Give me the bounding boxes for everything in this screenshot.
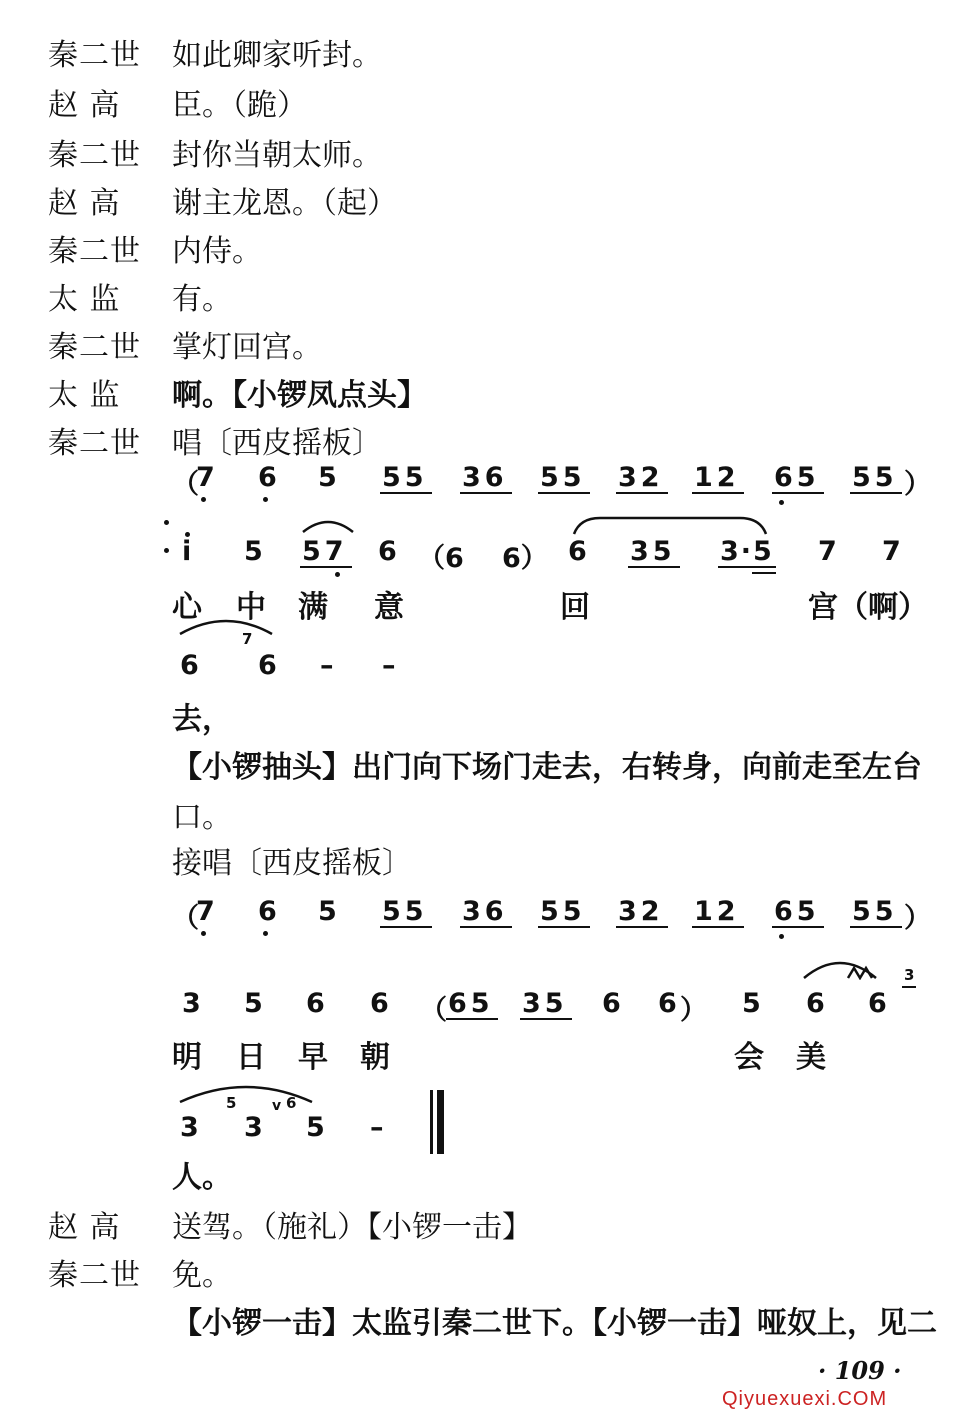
bar-line-thick: [437, 1090, 444, 1154]
note: 6: [658, 988, 677, 1019]
mark-dot: [164, 548, 169, 553]
paren-open: （: [172, 469, 199, 500]
grace-note: 5: [226, 1094, 237, 1112]
underline: [628, 566, 680, 568]
lyric: 回: [560, 590, 590, 625]
dash: –: [370, 1112, 384, 1143]
role-name: 秦二世: [48, 1258, 141, 1293]
grace-note: 7: [242, 630, 253, 648]
note: i: [182, 536, 192, 567]
lyric: 会: [734, 1040, 764, 1075]
note: 65: [774, 462, 820, 493]
underline: [380, 492, 432, 494]
lyric: 人。: [172, 1160, 232, 1195]
lyric: 日: [236, 1040, 266, 1075]
lyric: 朝: [360, 1040, 390, 1075]
note: 55: [852, 896, 898, 927]
note: 6: [370, 988, 389, 1019]
breath-mark: v: [272, 1098, 282, 1114]
note: 5: [244, 988, 263, 1019]
stage-direction: 口。: [172, 800, 232, 835]
dialogue-line: 送驾。（施礼）【小锣一击】: [172, 1210, 532, 1245]
underline: [692, 492, 744, 494]
lyric: 去，: [172, 702, 232, 737]
trill-mark: [846, 964, 876, 980]
underline: [520, 1018, 572, 1020]
note: 7: [818, 536, 837, 567]
note: 12: [694, 462, 740, 493]
note: 6: [806, 988, 825, 1019]
note: 5: [244, 536, 263, 567]
underline: [460, 492, 512, 494]
sing-direction: 接唱〔西皮摇板〕: [172, 846, 412, 881]
lyric: 早: [298, 1040, 328, 1075]
grace-note: 3: [904, 966, 915, 984]
underline: [718, 566, 776, 568]
lyric: 明: [172, 1040, 202, 1075]
lyric: 宫（啊）: [808, 590, 928, 625]
note: 65: [448, 988, 494, 1019]
dialogue-line: 如此卿家听封。: [172, 38, 382, 73]
underline: [446, 1018, 498, 1020]
low-dot: [201, 931, 206, 936]
note: 35: [630, 536, 676, 567]
dialogue-line: 啊。【小锣凤点头】: [172, 378, 427, 413]
lyric: 中: [236, 590, 266, 625]
low-dot: [335, 572, 340, 577]
note: 36: [462, 896, 508, 927]
note: 3·5: [720, 536, 774, 567]
lyric: 满: [298, 590, 328, 625]
note: 32: [618, 896, 664, 927]
note: 55: [382, 462, 428, 493]
note: 32: [618, 462, 664, 493]
underline: [692, 926, 744, 928]
note: 55: [382, 896, 428, 927]
dialogue-line: 有。: [172, 282, 232, 317]
paren-close: ）: [904, 903, 931, 934]
dash: –: [382, 650, 396, 681]
note: 6: [258, 896, 277, 927]
note: 6: [180, 650, 199, 681]
role-name: 秦二世: [48, 38, 141, 73]
slur: [176, 612, 276, 636]
bar-line-thin: [430, 1090, 433, 1154]
note: 3: [244, 1112, 263, 1143]
note: 7: [196, 896, 215, 927]
note: 55: [852, 462, 898, 493]
lyric: 美: [796, 1040, 826, 1075]
stage-direction: 【小锣抽头】出门向下场门走去，右转身，向前走至左台: [172, 750, 922, 785]
dash: –: [320, 650, 334, 681]
underline: [752, 572, 776, 574]
low-dot: [263, 497, 268, 502]
underline: [300, 566, 352, 568]
role-name: 秦二世: [48, 330, 141, 365]
slur: [570, 512, 770, 536]
note: 6: [258, 462, 277, 493]
dialogue-line: 臣。（跪）: [172, 88, 307, 123]
note: 6: [602, 988, 621, 1019]
lyric: 心: [172, 590, 202, 625]
note: 36: [462, 462, 508, 493]
watermark: Qiyuexuexi.COM: [722, 1388, 888, 1410]
role-name: 赵 高: [48, 1210, 121, 1245]
mark-dot: [164, 520, 169, 525]
role-name: 赵 高: [48, 88, 121, 123]
note: 5: [318, 462, 337, 493]
underline: [616, 926, 668, 928]
paren-close: ）: [904, 469, 931, 500]
note: 5: [318, 896, 337, 927]
paren-open: （: [172, 903, 199, 934]
note: 55: [540, 462, 586, 493]
role-name: 秦二世: [48, 234, 141, 269]
underline: [380, 926, 432, 928]
paren-close: ）: [680, 995, 707, 1026]
low-dot: [779, 934, 784, 939]
dialogue-line: 内侍。: [172, 234, 262, 269]
dialogue-line: 掌灯回宫。: [172, 330, 322, 365]
underline: [902, 986, 916, 988]
note: 6: [378, 536, 397, 567]
role-name: 秦二世: [48, 138, 141, 173]
stage-direction: 【小锣一击】太监引秦二世下。【小锣一击】哑奴上，见二: [172, 1306, 937, 1341]
role-name: 太 监: [48, 282, 121, 317]
note: 3: [180, 1112, 199, 1143]
low-dot: [263, 931, 268, 936]
note: 6: [868, 988, 887, 1019]
note: 6）: [502, 543, 548, 574]
underline: [850, 926, 902, 928]
note: 6: [258, 650, 277, 681]
note: 65: [774, 896, 820, 927]
dialogue-line: 封你当朝太师。: [172, 138, 382, 173]
paren-open: （: [420, 995, 447, 1026]
low-dot: [201, 497, 206, 502]
note: 5: [742, 988, 761, 1019]
note: 12: [694, 896, 740, 927]
dialogue-line: 谢主龙恩。（起）: [172, 186, 397, 221]
dialogue-line: 免。: [172, 1258, 232, 1293]
underline: [772, 926, 824, 928]
note: 6: [568, 536, 587, 567]
role-name: 赵 高: [48, 186, 121, 221]
note: 57: [302, 536, 348, 567]
note: 35: [522, 988, 568, 1019]
note: （6: [418, 543, 464, 574]
underline: [616, 492, 668, 494]
role-name: 秦二世: [48, 426, 141, 461]
page-number: · 109 ·: [818, 1356, 902, 1385]
note: 7: [196, 462, 215, 493]
note: 5: [306, 1112, 325, 1143]
grace-note: 6: [286, 1094, 297, 1112]
underline: [538, 926, 590, 928]
low-dot: [779, 500, 784, 505]
underline: [460, 926, 512, 928]
underline: [772, 492, 824, 494]
dialogue-line: 唱〔西皮摇板〕: [172, 426, 382, 461]
note: 3: [182, 988, 201, 1019]
underline: [850, 492, 902, 494]
note: 55: [540, 896, 586, 927]
note: 7: [882, 536, 901, 567]
role-name: 太 监: [48, 378, 121, 413]
underline: [538, 492, 590, 494]
note: 6: [306, 988, 325, 1019]
slur: [300, 514, 356, 534]
lyric: 意: [374, 590, 404, 625]
